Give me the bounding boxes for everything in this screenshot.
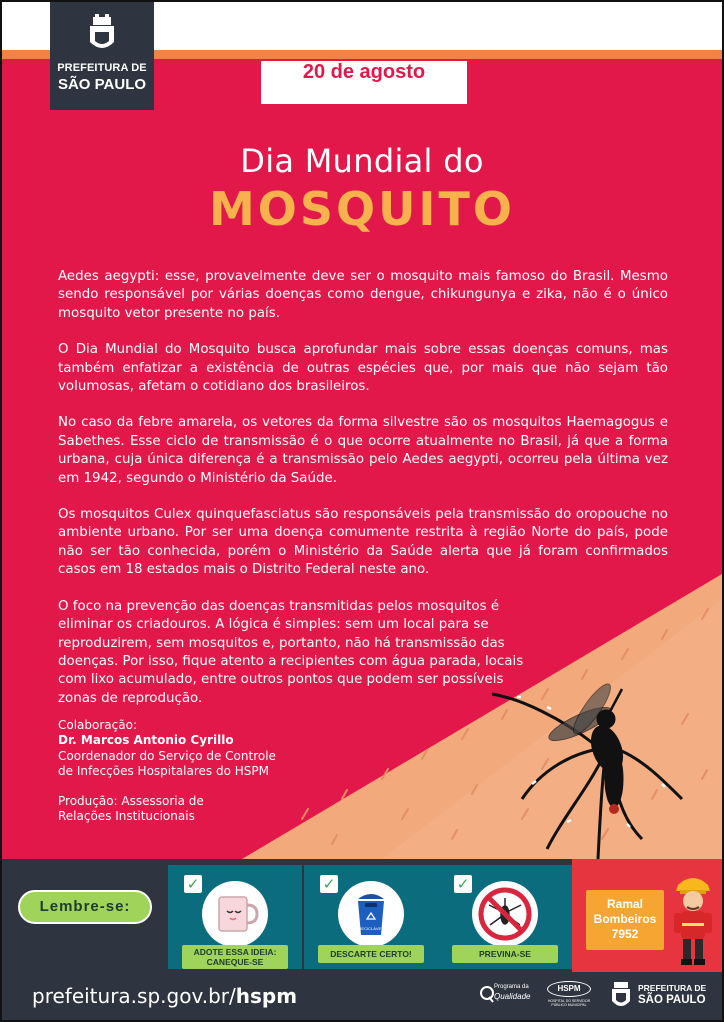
quality-line2: Qualidade xyxy=(494,992,531,1001)
production-line2: Relações Institucionais xyxy=(58,809,195,824)
paragraph: Os mosquitos Culex quinquefasciatus são responsáveis pela transmissão do oropouche no ambiente urbano. Por ser uma doença comumente restrita à região Norte do país, pode não ser tão conhecida, porém o Ministério da Saúde alerta que já foram confirmados casos em 18 estados mais o Distrito Federal neste ano. xyxy=(58,507,668,578)
paragraph: No caso da febre amarela, os vetores da forma silvestre são os mosquitos Haemagogus e Sabethes. Esse ciclo de transmissão é o que ocorre atualmente no Brasil, já que a forma urbana, cuja única diferença é a transmissão pelo Aedes aegypti, ocorreu pela última vez em 1942, segundo o Ministério da Saúde. xyxy=(58,415,668,486)
hspm-logo xyxy=(542,981,596,1007)
footer-sp-line2: SÃO PAULO xyxy=(638,994,706,1006)
fire-line3: 7952 xyxy=(611,927,639,941)
recycle-bin-icon xyxy=(338,881,404,947)
tip-label xyxy=(452,945,558,963)
city-crest-icon xyxy=(87,14,117,56)
check-icon: ✓ xyxy=(320,875,338,893)
quality-line1: Programa da xyxy=(494,984,529,990)
footer xyxy=(2,972,722,1022)
tip-label-line1: DESCARTE CERTO! xyxy=(330,949,412,959)
bin-text: RECICLÁVEL xyxy=(358,926,384,931)
footer-url[interactable] xyxy=(32,984,297,1008)
paragraph: O Dia Mundial do Mosquito busca aprofundar mais sobre essas doenças comuns, mas também enfatizar a existência de outras espécies que, por mais que não sejam tão volumosas, afetam o cotidiano dos brasileiros. xyxy=(58,342,668,395)
no-mosquito-icon xyxy=(472,881,538,947)
tip-card-prevent xyxy=(438,865,572,969)
credits xyxy=(58,718,358,824)
collab-role-line2: de Infecções Hospitalares do HSPM xyxy=(58,764,269,779)
tip-label xyxy=(182,945,288,969)
fire-line2: Bombeiros xyxy=(593,912,657,926)
logo-text-line2: SÃO PAULO xyxy=(57,76,147,93)
tip-circle xyxy=(202,881,268,947)
tip-label-line1: ADOTE ESSA IDEIA: xyxy=(193,947,277,957)
production-line1: Produção: Assessoria de xyxy=(58,793,204,808)
footer-sp-line1: PREFEITURA DE xyxy=(638,983,707,993)
date-badge: 20 de agosto xyxy=(261,61,467,104)
url-plain: prefeitura.sp.gov.br/ xyxy=(32,984,236,1008)
url-bold: hspm xyxy=(235,984,298,1008)
hspm-sub1: HOSPITAL DO SERVIDOR xyxy=(547,999,591,1003)
tip-card-mug xyxy=(168,865,302,969)
hspm-oval: HSPM xyxy=(547,981,591,997)
paragraph: Aedes aegypti: esse, provavelmente deve ser o mosquito mais famoso do Brasil. Mesmo sendo responsável por várias doenças como dengue, chikungunya e zika, não é o único mosquito vetor presente no país. xyxy=(58,269,668,321)
hspm-sub2: PÚBLICO MUNICIPAL xyxy=(551,1003,587,1007)
check-icon: ✓ xyxy=(454,875,472,893)
article-body xyxy=(58,268,668,726)
fire-extension-box xyxy=(586,890,664,950)
title-line1: Dia Mundial do xyxy=(240,142,484,180)
firefighter-panel xyxy=(572,859,722,972)
collab-name: Dr. Marcos Antonio Cyrillo xyxy=(58,733,234,748)
tip-label xyxy=(318,945,424,963)
tip-circle xyxy=(338,881,404,947)
prefeitura-logo xyxy=(50,2,154,110)
mug-icon xyxy=(202,881,268,947)
collab-label: Colaboração: xyxy=(58,718,137,732)
reminder-label: Lembre-se: xyxy=(18,890,152,924)
paragraph: O foco na prevenção das doenças transmitidas pelos mosquitos é eliminar os criadouros. A lógica é simples: sem um local para se reproduzirem, sem mosquitos e, portanto, não há transmissão das doenças. Por isso, fique atento a recipientes com água parada, locais com lixo acumulado, entre outros pontos que podem ser possíveis zonas de reprodução. xyxy=(58,598,524,706)
city-crest-icon xyxy=(610,980,632,1012)
tip-card-recycle xyxy=(304,865,438,969)
tip-label-line2: CANEQUE-SE xyxy=(206,957,264,967)
quality-icon xyxy=(480,983,494,1003)
firefighter-icon xyxy=(670,871,716,969)
fire-line1: Ramal xyxy=(606,897,644,911)
logo-text-line1: PREFEITURA DE xyxy=(57,62,147,74)
tip-label-line1: PREVINA-SE xyxy=(479,949,531,959)
title-line2: MOSQUITO xyxy=(208,182,516,236)
check-icon: ✓ xyxy=(184,875,202,893)
collab-role-line1: Coordenador do Serviço de Controle xyxy=(58,748,276,763)
reminder-band xyxy=(2,859,722,972)
tip-circle xyxy=(472,881,538,947)
